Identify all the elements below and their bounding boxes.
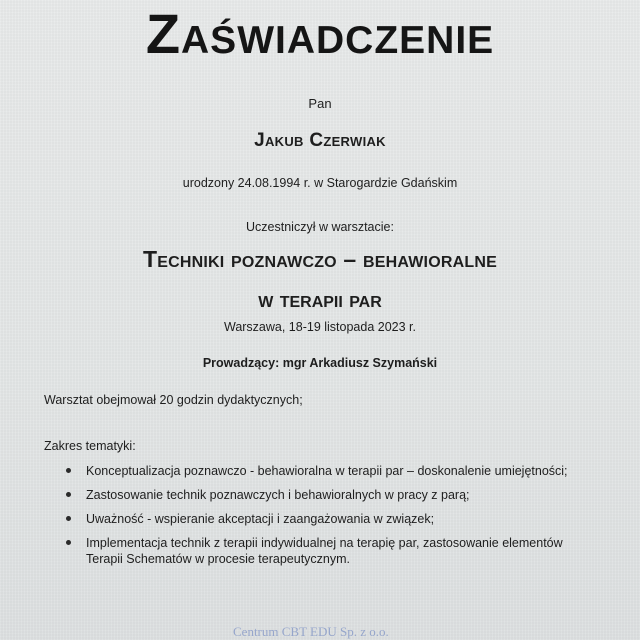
list-item — [66, 535, 586, 567]
bullet-icon — [66, 492, 71, 497]
recipient-name: Jakub Czerwiak — [254, 130, 386, 151]
topic-text: Implementacja technik z terapii indywidualnej na terapię par, zastosowanie elementów Terapii Schematów w procesie terapeutycznym. — [86, 536, 563, 566]
topic-text: Zastosowanie technik poznawczych i behawioralnych w pracy z parą; — [86, 488, 470, 502]
list-item — [66, 487, 586, 503]
bullet-icon — [66, 468, 71, 473]
bullet-icon — [66, 540, 71, 545]
birth-info: urodzony 24.08.1994 r. w Starogardzie Gdańskim — [182, 176, 458, 190]
topics-list — [66, 463, 586, 575]
salutation: Pan — [308, 96, 332, 111]
list-item — [66, 511, 586, 527]
company-stamp: Centrum CBT EDU Sp. z o.o. — [233, 624, 389, 639]
scope-label: Zakres tematyki: — [44, 439, 136, 453]
workshop-title-line1: Techniki poznawczo – behawioralne — [143, 246, 497, 272]
certificate-title: Zaświadczenie — [145, 2, 495, 65]
topic-text: Uważność - wspieranie akceptacji i zaangażowania w związek; — [86, 512, 435, 526]
topic-text: Konceptualizacja poznawczo - behawioralna w terapii par – doskonalenie umiejętności; — [86, 464, 568, 478]
hours-text: Warsztat obejmował 20 godzin dydaktycznych; — [44, 393, 303, 407]
workshop-title-line2: w terapii par — [258, 286, 382, 312]
participation-text: Uczestniczył w warsztacie: — [246, 220, 394, 234]
bullet-icon — [66, 516, 71, 521]
list-item — [66, 463, 586, 479]
instructor: Prowadzący: mgr Arkadiusz Szymański — [202, 356, 438, 370]
place-date: Warszawa, 18-19 listopada 2023 r. — [223, 320, 416, 334]
